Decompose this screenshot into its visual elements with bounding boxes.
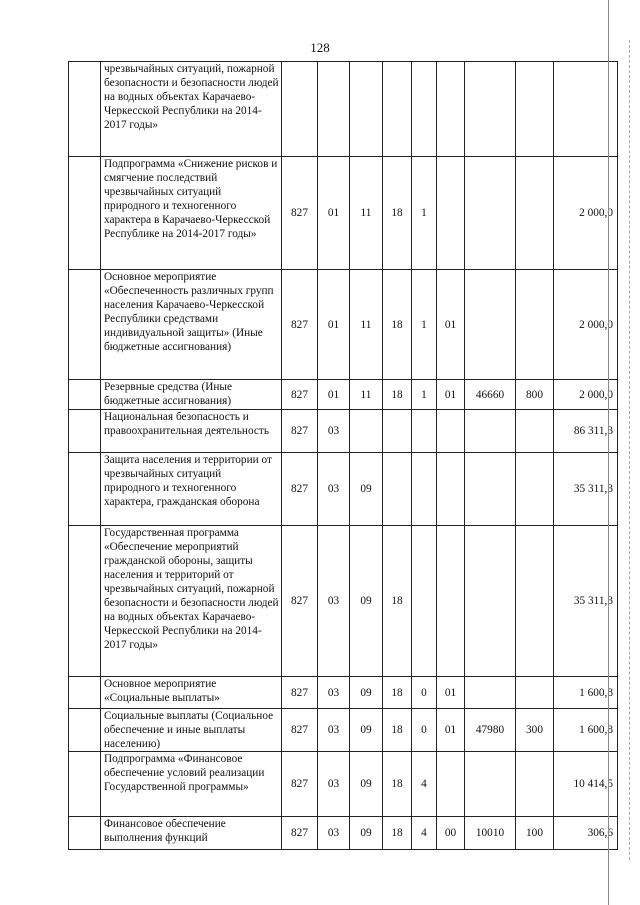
- code-cell-c3: 09: [350, 677, 383, 709]
- row-number-cell: [69, 157, 101, 270]
- row-number-cell: [69, 752, 101, 817]
- code-cell-c1: 827: [282, 677, 318, 709]
- table-row: [69, 752, 618, 817]
- code-cell-c1: 827: [282, 817, 318, 850]
- table-row: [69, 453, 618, 526]
- item-name-cell: Подпрограмма «Финансовое обеспечение условий реализации Государственной программы»: [101, 752, 282, 817]
- page-number: 128: [310, 40, 330, 55]
- amount-cell: 2 000,0: [554, 380, 618, 410]
- code-cell-c3: 09: [350, 453, 383, 526]
- row-number-cell: [69, 709, 101, 752]
- code-cell-c8: 800: [516, 380, 554, 410]
- code-cell-c7: 47980: [465, 709, 516, 752]
- row-number-cell: [69, 410, 101, 453]
- code-cell-c2: 03: [318, 709, 350, 752]
- item-name-cell: Резервные средства (Иные бюджетные ассигнования): [101, 380, 282, 410]
- amount-cell: 1 600,8: [554, 677, 618, 709]
- code-cell-c6: [437, 62, 465, 157]
- code-cell-c5: 4: [412, 752, 437, 817]
- code-cell-c6: 00: [437, 817, 465, 850]
- table-row: [69, 62, 618, 157]
- code-cell-c2: 03: [318, 410, 350, 453]
- amount-cell: 10 414,5: [554, 752, 618, 817]
- item-name-cell: Подпрограмма «Снижение рисков и смягчение последствий чрезвычайных ситуаций природного и техногенного характера в Карачаево-Черкесской Республике на 2014-2017 годы»: [101, 157, 282, 270]
- code-cell-c7: [465, 453, 516, 526]
- code-cell-c7: [465, 526, 516, 677]
- code-cell-c8: [516, 270, 554, 380]
- scan-edge-line: [608, 0, 609, 905]
- item-name-cell: Защита населения и территории от чрезвычайных ситуаций природного и техногенного характера, гражданская оборона: [101, 453, 282, 526]
- code-cell-c1: 827: [282, 270, 318, 380]
- code-cell-c1: 827: [282, 709, 318, 752]
- code-cell-c7: [465, 410, 516, 453]
- table-row: [69, 677, 618, 709]
- code-cell-c5: 0: [412, 709, 437, 752]
- code-cell-c7: [465, 62, 516, 157]
- code-cell-c4: 18: [383, 380, 412, 410]
- code-cell-c2: 03: [318, 453, 350, 526]
- code-cell-c3: [350, 62, 383, 157]
- code-cell-c4: 18: [383, 157, 412, 270]
- code-cell-c5: 4: [412, 817, 437, 850]
- code-cell-c4: [383, 410, 412, 453]
- code-cell-c1: 827: [282, 157, 318, 270]
- amount-cell: 2 000,0: [554, 157, 618, 270]
- row-number-cell: [69, 62, 101, 157]
- code-cell-c6: 01: [437, 270, 465, 380]
- code-cell-c4: 18: [383, 709, 412, 752]
- item-name-cell: Финансовое обеспечение выполнения функций: [101, 817, 282, 850]
- code-cell-c2: 03: [318, 817, 350, 850]
- amount-cell: 35 311,3: [554, 453, 618, 526]
- table-row: [69, 526, 618, 677]
- code-cell-c4: 18: [383, 526, 412, 677]
- item-name-cell: Основное мероприятие «Обеспеченность различных групп населения Карачаево-Черкесской Республики средствами индивидуальной защиты» (Иные бюджетные ассигнования): [101, 270, 282, 380]
- table-row: [69, 270, 618, 380]
- code-cell-c4: 18: [383, 752, 412, 817]
- code-cell-c5: 1: [412, 157, 437, 270]
- row-number-cell: [69, 677, 101, 709]
- code-cell-c5: [412, 526, 437, 677]
- code-cell-c6: [437, 752, 465, 817]
- item-name-cell: Социальные выплаты (Социальное обеспечение и иные выплаты населению): [101, 709, 282, 752]
- code-cell-c7: [465, 157, 516, 270]
- item-name-cell: Государственная программа «Обеспечение мероприятий гражданской обороны, защиты населения и территорий от чрезвычайных ситуаций, пожарной безопасности и безопасности людей на водных объектах Карачаево-Черкесской Республики на 2014-2017 годы»: [101, 526, 282, 677]
- code-cell-c7: [465, 752, 516, 817]
- budget-table: [68, 61, 618, 850]
- code-cell-c5: 1: [412, 380, 437, 410]
- code-cell-c2: 01: [318, 270, 350, 380]
- item-name-cell: Основное мероприятие «Социальные выплаты»: [101, 677, 282, 709]
- item-name-cell: Национальная безопасность и правоохранительная деятельность: [101, 410, 282, 453]
- code-cell-c8: [516, 677, 554, 709]
- code-cell-c4: [383, 453, 412, 526]
- table-row: [69, 817, 618, 850]
- code-cell-c1: 827: [282, 526, 318, 677]
- table-row: [69, 410, 618, 453]
- code-cell-c7: [465, 270, 516, 380]
- code-cell-c4: [383, 62, 412, 157]
- code-cell-c8: [516, 62, 554, 157]
- code-cell-c3: 11: [350, 380, 383, 410]
- table-row: [69, 157, 618, 270]
- code-cell-c4: 18: [383, 270, 412, 380]
- code-cell-c6: 01: [437, 709, 465, 752]
- code-cell-c6: 01: [437, 380, 465, 410]
- amount-cell: 2 000,0: [554, 270, 618, 380]
- table-row: [69, 709, 618, 752]
- code-cell-c5: [412, 62, 437, 157]
- code-cell-c8: [516, 157, 554, 270]
- row-number-cell: [69, 526, 101, 677]
- code-cell-c3: 11: [350, 270, 383, 380]
- code-cell-c1: 827: [282, 380, 318, 410]
- code-cell-c7: 10010: [465, 817, 516, 850]
- code-cell-c1: [282, 62, 318, 157]
- code-cell-c4: 18: [383, 677, 412, 709]
- code-cell-c2: [318, 62, 350, 157]
- item-name-cell: чрезвычайных ситуаций, пожарной безопасности и безопасности людей на водных объектах Карачаево-Черкесской Республики на 2014-2017 годы»: [101, 62, 282, 157]
- code-cell-c7: [465, 677, 516, 709]
- amount-cell: 35 311,3: [554, 526, 618, 677]
- code-cell-c2: 03: [318, 526, 350, 677]
- row-number-cell: [69, 453, 101, 526]
- code-cell-c2: 03: [318, 752, 350, 817]
- code-cell-c3: 11: [350, 157, 383, 270]
- code-cell-c8: [516, 410, 554, 453]
- code-cell-c6: [437, 526, 465, 677]
- amount-cell: 86 311,3: [554, 410, 618, 453]
- code-cell-c6: 01: [437, 677, 465, 709]
- code-cell-c2: 01: [318, 157, 350, 270]
- code-cell-c5: 0: [412, 677, 437, 709]
- code-cell-c5: [412, 453, 437, 526]
- scan-edge-dash: [629, 40, 630, 860]
- row-number-cell: [69, 380, 101, 410]
- code-cell-c1: 827: [282, 453, 318, 526]
- code-cell-c1: 827: [282, 752, 318, 817]
- amount-cell: 306,6: [554, 817, 618, 850]
- code-cell-c2: 01: [318, 380, 350, 410]
- code-cell-c6: [437, 453, 465, 526]
- code-cell-c5: [412, 410, 437, 453]
- code-cell-c3: 09: [350, 817, 383, 850]
- code-cell-c2: 03: [318, 677, 350, 709]
- code-cell-c8: [516, 752, 554, 817]
- code-cell-c3: 09: [350, 526, 383, 677]
- code-cell-c8: [516, 526, 554, 677]
- code-cell-c3: [350, 410, 383, 453]
- code-cell-c6: [437, 410, 465, 453]
- code-cell-c6: [437, 157, 465, 270]
- code-cell-c3: 09: [350, 752, 383, 817]
- amount-cell: 1 600,8: [554, 709, 618, 752]
- code-cell-c7: 46660: [465, 380, 516, 410]
- code-cell-c3: 09: [350, 709, 383, 752]
- code-cell-c8: 300: [516, 709, 554, 752]
- code-cell-c8: [516, 453, 554, 526]
- code-cell-c1: 827: [282, 410, 318, 453]
- code-cell-c4: 18: [383, 817, 412, 850]
- code-cell-c8: 100: [516, 817, 554, 850]
- table-row: [69, 380, 618, 410]
- row-number-cell: [69, 270, 101, 380]
- code-cell-c5: 1: [412, 270, 437, 380]
- row-number-cell: [69, 817, 101, 850]
